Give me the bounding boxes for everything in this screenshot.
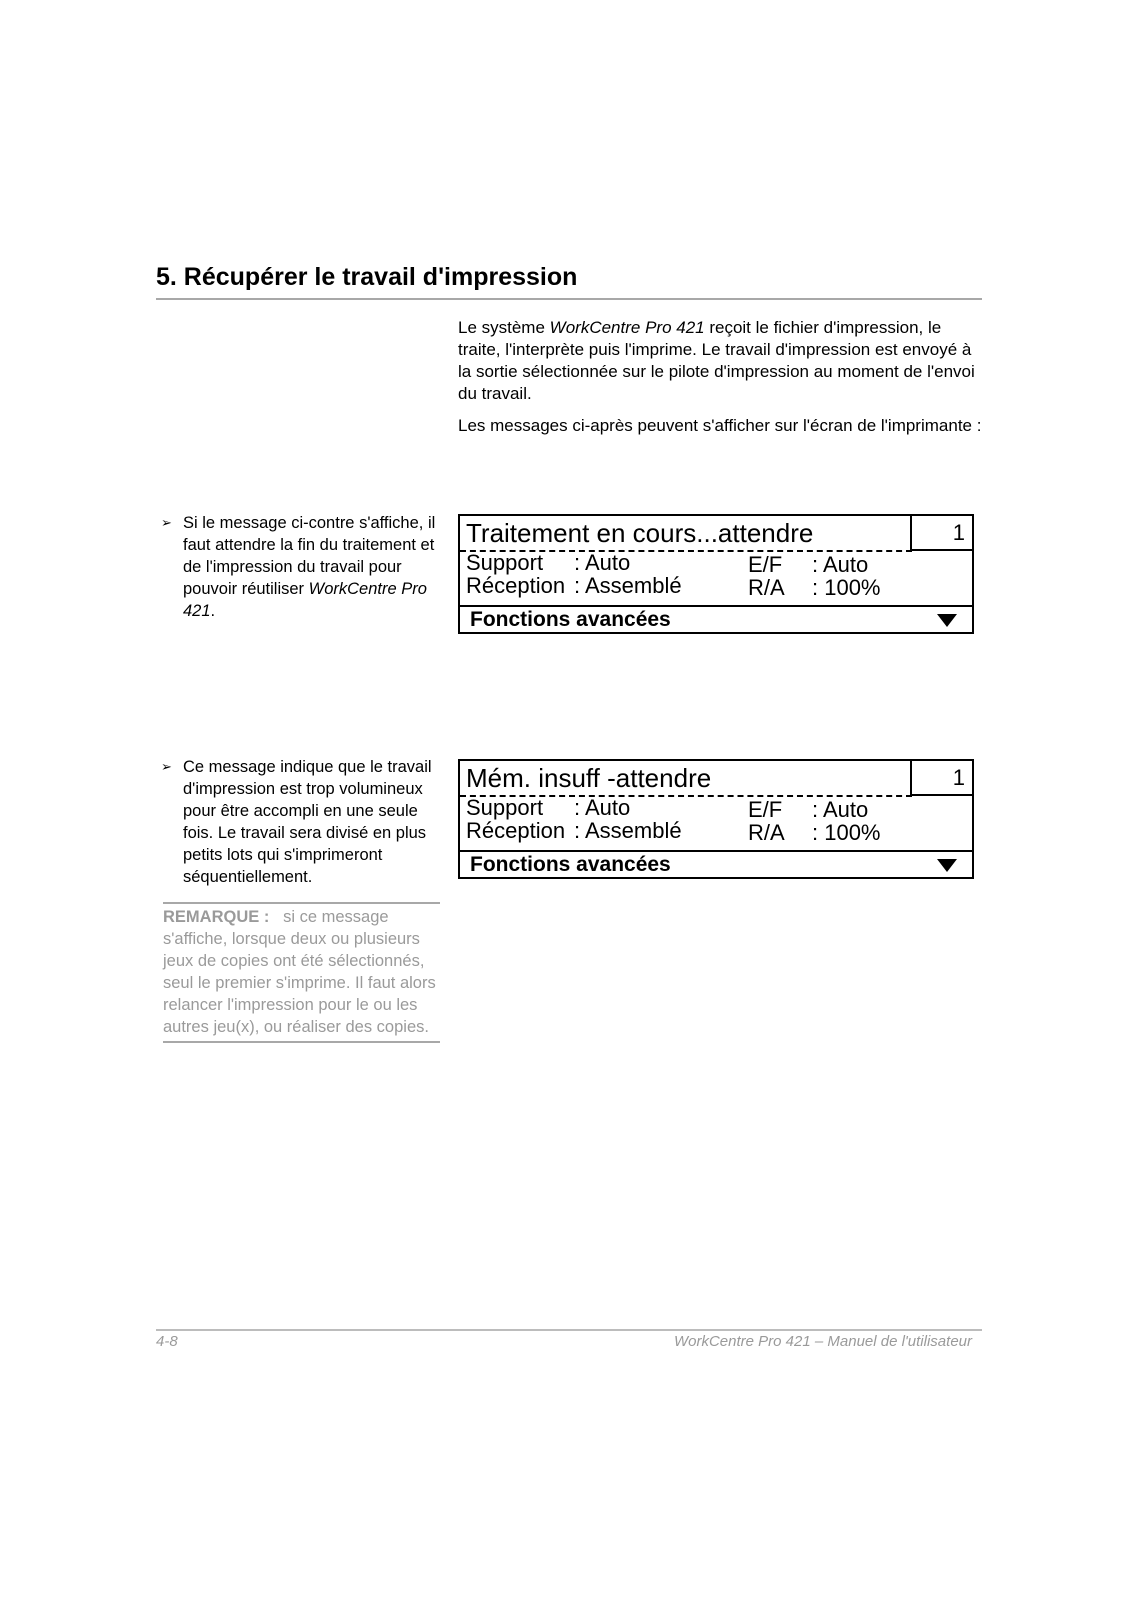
- display-message: Traitement en cours...attendre: [466, 518, 814, 548]
- arrow-bullet-icon: ➢: [161, 759, 172, 774]
- bullet-processing: [161, 512, 443, 622]
- reception-label: Réception: [466, 818, 566, 843]
- ra-label: R/A: [748, 820, 785, 845]
- support-value: : Auto: [574, 550, 631, 575]
- ra-value: : 100%: [812, 575, 881, 600]
- support-value: : Auto: [574, 795, 631, 820]
- reception-value: : Assemblé: [574, 818, 682, 843]
- down-triangle-icon: [937, 614, 957, 627]
- display-message: Mém. insuff -attendre: [466, 763, 712, 793]
- ef-value: : Auto: [812, 797, 869, 822]
- printer-display-memory: [458, 759, 974, 879]
- intro-paragraph-2: Les messages ci-après peuvent s'afficher sur l'écran de l'imprimante :: [458, 416, 982, 435]
- printer-display-processing: [458, 514, 974, 634]
- bullet-memory: [161, 756, 443, 888]
- bullet-text: [183, 512, 443, 622]
- note-box: [163, 902, 440, 1043]
- advanced-functions-label: Fonctions avancées: [470, 853, 671, 876]
- copy-count: 1: [910, 514, 974, 551]
- footer-rule: [156, 1329, 982, 1331]
- intro-p1-pre: Le système: [458, 318, 550, 337]
- support-label: Support: [466, 550, 544, 575]
- note-label: REMARQUE :: [163, 908, 270, 926]
- ef-value: : Auto: [812, 552, 869, 577]
- bullet-text-post: .: [210, 602, 216, 620]
- page-number: 4-8: [156, 1333, 178, 1350]
- intro-paragraph-1: [458, 317, 982, 405]
- ef-label: E/F: [748, 797, 783, 822]
- advanced-functions-label: Fonctions avancées: [470, 608, 671, 631]
- title-rule: [156, 298, 982, 300]
- product-name: WorkCentre Pro 421: [183, 580, 427, 620]
- bullet-text: Ce message indique que le travail d'impression est trop volumineux pour être accompli en une seule fois. Le travail sera divisé en plus petits lots qui s'imprimeront séquentiellement.: [183, 758, 432, 886]
- reception-value: : Assemblé: [574, 573, 682, 598]
- ra-label: R/A: [748, 575, 785, 600]
- down-triangle-icon: [937, 859, 957, 872]
- footer-title: WorkCentre Pro 421 – Manuel de l'utilisateur: [673, 1333, 972, 1350]
- section-title: 5. Récupérer le travail d'impression: [156, 263, 578, 291]
- intro-p1-post: reçoit le fichier d'impression, le traite, l'interprète puis l'imprime. Le travail d'impression est envoyé à la sortie sélectionnée sur le pilote d'impression au moment de l'envoi du travail.: [458, 318, 975, 403]
- bullet-text-pre: Si le message ci-contre s'affiche, il faut attendre la fin du traitement et de l'impression du travail pour pouvoir réutiliser: [183, 514, 436, 598]
- product-name: WorkCentre Pro 421: [549, 318, 705, 337]
- display-message-row: [460, 516, 972, 551]
- copy-count: 1: [910, 759, 974, 796]
- note-text: si ce message s'affiche, lorsque deux ou plusieurs jeux de copies ont été sélectionnés, seul le premier s'imprime. Il faut alors relancer l'impression pour le ou les autres jeu(x), ou réaliser des copies.: [163, 908, 436, 1036]
- intro-text: [458, 317, 982, 447]
- ra-value: : 100%: [812, 820, 881, 845]
- support-label: Support: [466, 795, 544, 820]
- arrow-bullet-icon: ➢: [161, 515, 172, 530]
- display-message-row: [460, 761, 972, 796]
- reception-label: Réception: [466, 573, 566, 598]
- ef-label: E/F: [748, 552, 783, 577]
